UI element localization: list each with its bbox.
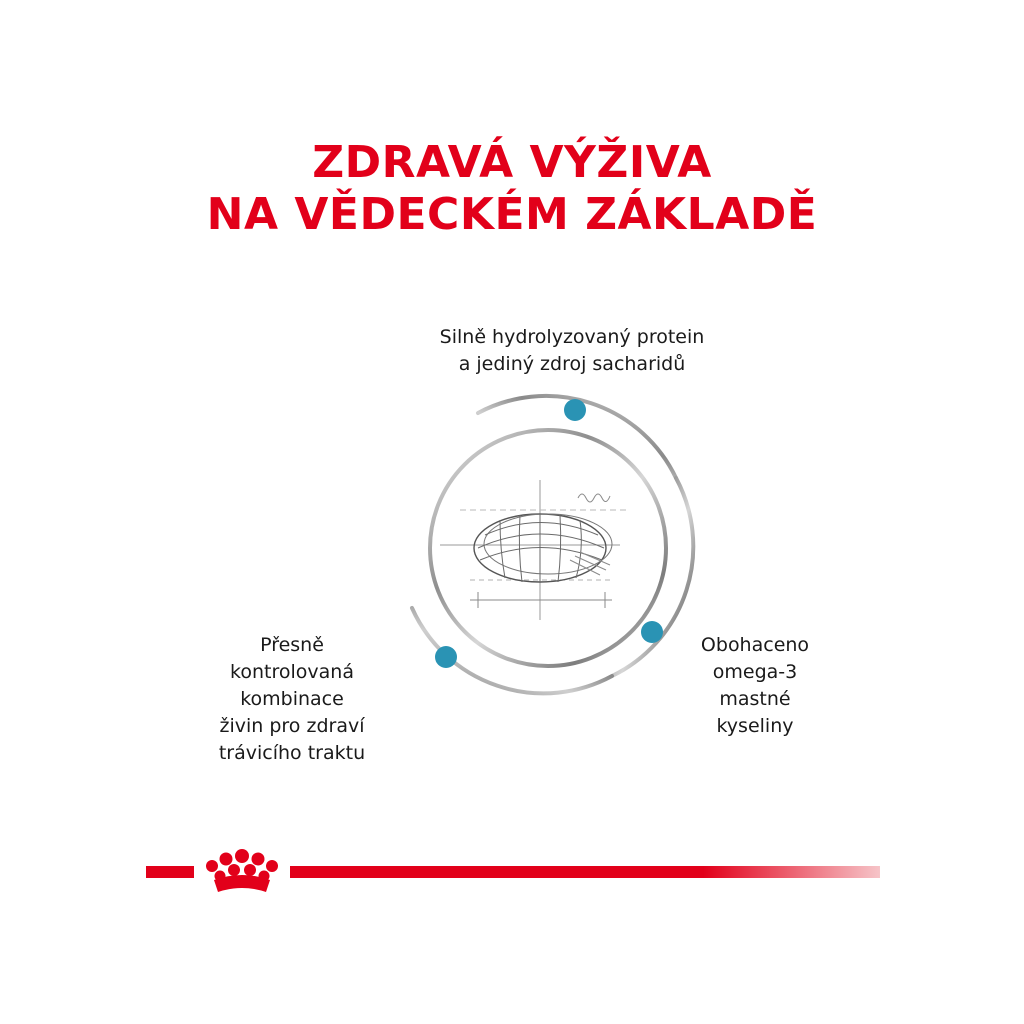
- footer-band-left: [146, 866, 194, 878]
- benefit-top-line-2: a jediný zdroj sacharidů: [458, 353, 686, 375]
- footer-band-right: [290, 866, 880, 878]
- benefit-right-line-4: kyseliny: [716, 715, 794, 737]
- benefit-top-line-1: Silně hydrolyzovaný protein: [439, 326, 705, 348]
- benefit-left-line-3: kombinace: [240, 688, 344, 710]
- crown-icon: [206, 849, 278, 892]
- headline-line-2: NA VĚDECKÉM ZÁKLADĚ: [206, 189, 818, 240]
- benefit-right-line-2: omega-3: [712, 661, 798, 683]
- headline-line-1: ZDRAVÁ VÝŽIVA: [312, 137, 712, 188]
- benefit-left-line-1: Přesně: [260, 634, 324, 656]
- benefit-right-line-3: mastné: [719, 688, 791, 710]
- benefit-left-line-2: kontrolovaná: [230, 661, 354, 683]
- benefit-left-line-4: živin pro zdraví: [219, 715, 365, 737]
- benefit-right-line-1: Obohaceno: [700, 634, 810, 656]
- benefit-left-line-5: trávicího traktu: [218, 742, 366, 764]
